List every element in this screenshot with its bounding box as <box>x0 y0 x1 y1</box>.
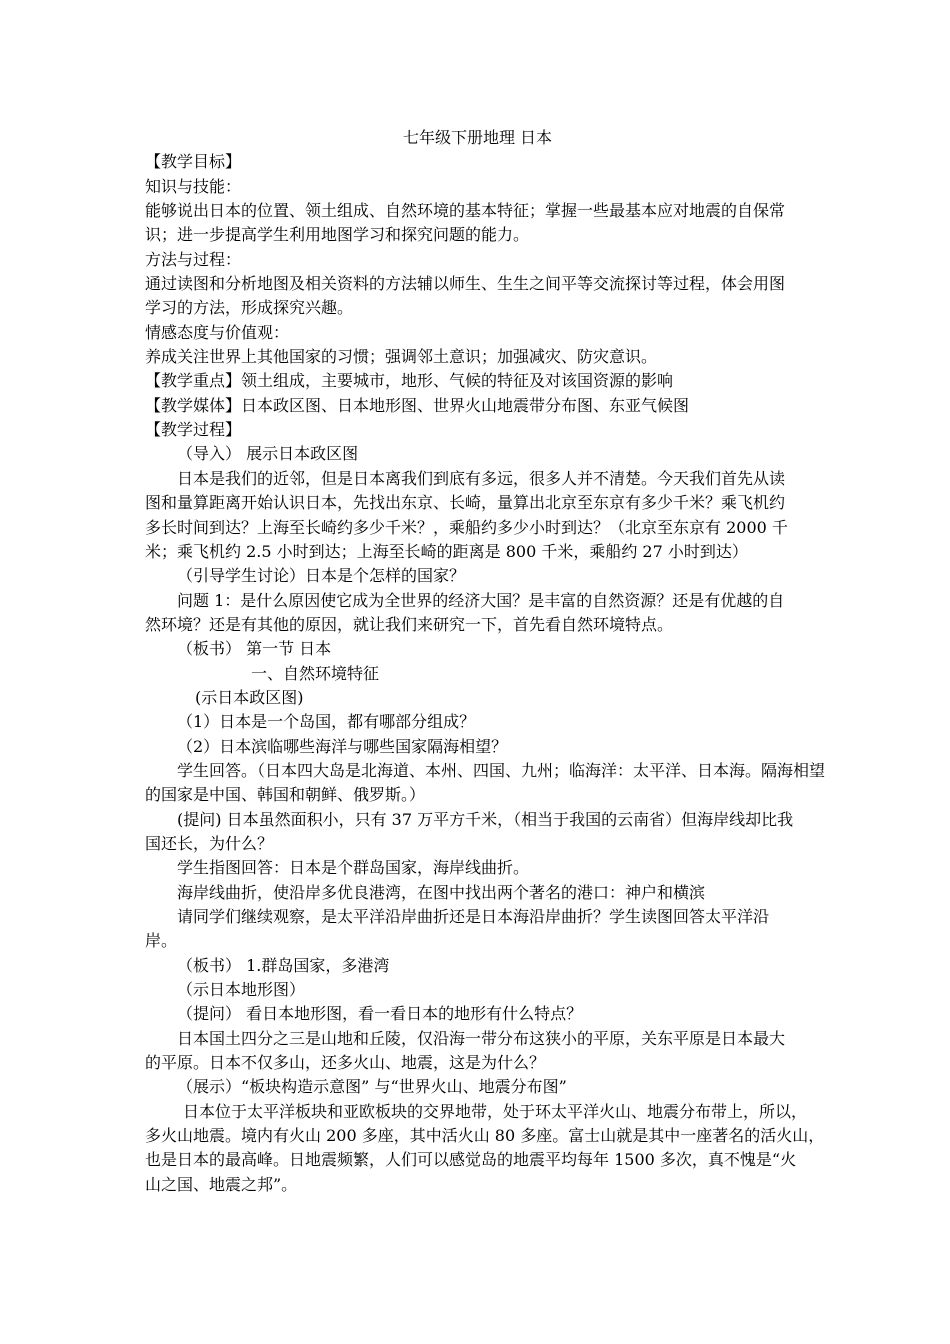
section-heading: 【教学媒体】日本政区图、日本地形图、世界火山地震带分布图、东亚气候图 <box>145 395 690 415</box>
text-line: 米；乘飞机约 2.5 小时到达；上海至长崎的距离是 800 千米，乘船约 27 小时到达） <box>145 541 748 561</box>
text-line: 养成关注世界上其他国家的习惯；强调邻土意识；加强减灾、防灾意识。 <box>145 347 658 367</box>
text-line: 问题 1：是什么原因使它成为全世界的经济大国？是丰富的自然资源？还是有优越的自 <box>177 590 785 610</box>
text-line: 日本是我们的近邻，但是日本离我们到底有多远，很多人并不清楚。今天我们首先从读 <box>177 468 786 488</box>
text-line: 请同学们继续观察，是太平洋沿岸曲折还是日本海沿岸曲折？学生读图回答太平洋沿 <box>177 907 770 926</box>
document-title: 七年级下册地理 日本 <box>402 128 553 147</box>
section-heading: 【教学过程】 <box>145 420 242 440</box>
text-line: 能够说出日本的位置、领土组成、自然环境的基本特征；掌握一些最基本应对地震的自保常 <box>145 201 786 221</box>
text-line: 日本位于太平洋板块和亚欧板块的交界地带，处于环太平洋火山、地震分布带上，所以， <box>183 1101 808 1121</box>
text-line: 学生回答。（日本四大岛是北海道、本州、四国、九州；临海洋：太平洋、日本海。隔海相望 <box>177 760 826 780</box>
text-line: （提问） 看日本地形图，看一看日本的地形有什么特点？ <box>177 1004 583 1024</box>
text-line: （引导学生讨论）日本是个怎样的国家？ <box>177 566 466 586</box>
text-line: 一、自然环境特征 <box>251 663 380 683</box>
text-line: 通过读图和分析地图及相关资料的方法辅以师生、生生之间平等交流探讨等过程，体会用图 <box>145 274 786 294</box>
subheading: 方法与过程： <box>145 249 242 269</box>
text-line: 学习的方法，形成探究兴趣。 <box>145 298 354 318</box>
text-line: （导入） 展示日本政区图 <box>177 444 359 464</box>
text-line: 然环境？还是有其他的原因，就让我们来研究一下，首先看自然环境特点。 <box>145 614 674 634</box>
text-line: 的国家是中国、韩国和朝鲜、俄罗斯。） <box>145 785 426 805</box>
text-line: 学生指图回答：日本是个群岛国家，海岸线曲折。 <box>177 858 530 878</box>
text-line: 识；进一步提高学生利用地图学习和探究问题的能力。 <box>145 225 530 245</box>
text-line: （示日本地形图） <box>177 980 306 1000</box>
text-line: （1）日本是一个岛国，都有哪部分组成？ <box>177 712 476 732</box>
text-line: 也是日本的最高峰。日地震频繁，人们可以感觉岛的地震平均每年 1500 多次，真不愧是“火 <box>145 1150 797 1170</box>
subheading: 知识与技能： <box>145 176 242 196</box>
text-line: （板书） 第一节 日本 <box>177 639 332 659</box>
text-line: 海岸线曲折，使沿岸多优良港湾，在图中找出两个著名的港口：神户和横滨 <box>177 882 706 902</box>
text-line: 的平原。日本不仅多山，还多火山、地震，这是为什么？ <box>145 1053 546 1073</box>
text-line: （板书） 1.群岛国家，多港湾 <box>177 955 390 975</box>
text-line: 国还长，为什么？ <box>145 833 274 853</box>
text-line: 多长时间到达？上海至长崎约多少千米？，乘船约多少小时到达？（北京至东京有 2000 千 <box>145 517 788 537</box>
text-line: (提问) 日本虽然面积小，只有 37 万平方千米，（相当于我国的云南省）但海岸线却比我 <box>177 809 794 829</box>
text-line: 图和量算距离开始认识日本，先找出东京、长崎，量算出北京至东京有多少千米？乘飞机约 <box>145 493 786 513</box>
text-line: 多火山地震。境内有火山 200 多座，其中活火山 80 多座。富士山就是其中一座著名的活火山， <box>145 1126 825 1146</box>
document-body <box>145 126 826 1197</box>
section-heading: 【教学重点】领土组成，主要城市，地形、气候的特征及对该国资源的影响 <box>145 371 674 391</box>
text-line: 日本国土四分之三是山地和丘陵，仅沿海一带分布这狭小的平原，关东平原是日本最大 <box>177 1028 786 1048</box>
section-heading: 【教学目标】 <box>145 152 242 172</box>
text-line: （展示）“板块构造示意图” 与“世界火山、地震分布图” <box>177 1077 567 1097</box>
text-line: 岸。 <box>145 931 178 951</box>
text-line: (示日本政区图) <box>195 687 304 707</box>
subheading: 情感态度与价值观： <box>145 322 290 342</box>
text-line: （2）日本滨临哪些海洋与哪些国家隔海相望？ <box>177 736 508 756</box>
text-line: 山之国、地震之邦”。 <box>145 1174 298 1194</box>
